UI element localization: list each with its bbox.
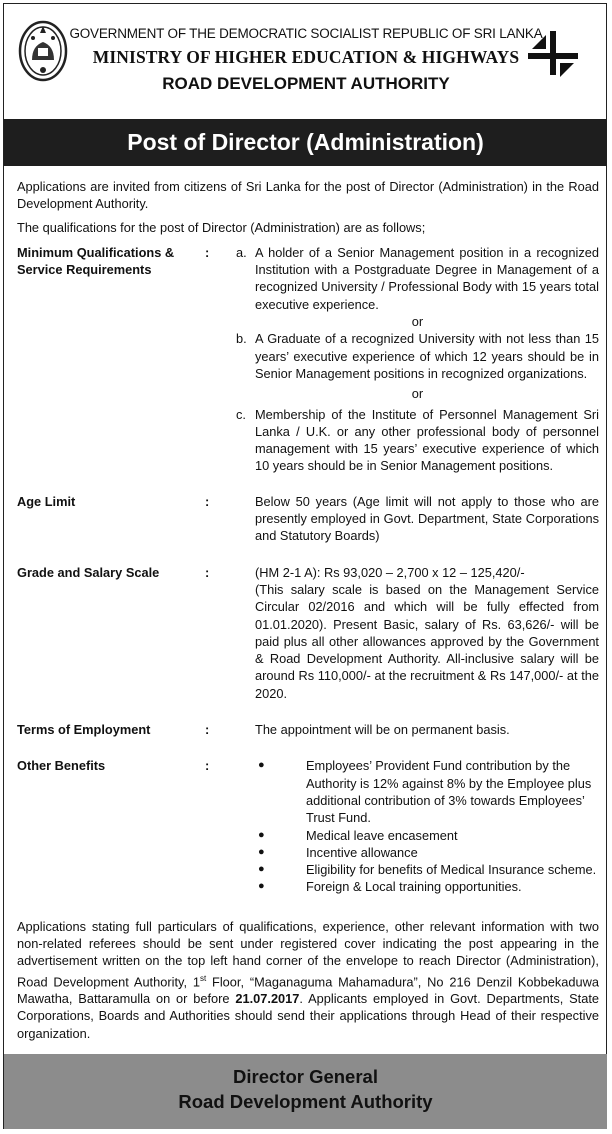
qualifications-label-line2: Service Requirements: [17, 262, 152, 278]
list-item: [236, 330, 599, 382]
or-separator: or: [411, 386, 424, 402]
bullet-icon: ●: [258, 863, 265, 876]
terms-section: [17, 721, 599, 738]
authority-line: ROAD DEVELOPMENT AUTHORITY: [162, 74, 450, 93]
intro-paragraph: Applications are invited from citizens of Sri Lanka for the post of Director (Administration) in the Road Development Authority.: [17, 179, 599, 212]
item-marker: a.: [236, 244, 247, 260]
list-item: [236, 406, 599, 475]
closing-date: 21.07.2017: [235, 991, 300, 1007]
government-line: GOVERNMENT OF THE DEMOCRATIC SOCIALIST REPUBLIC OF SRI LANKA: [69, 26, 543, 41]
age-limit-text: Below 50 years (Age limit will not apply to those who are presently employed in Govt. Department, State Corporations and Statutory Boards): [255, 493, 599, 544]
bullet-icon: ●: [258, 880, 265, 893]
list-item: [236, 757, 599, 826]
benefit-text: Employees’ Provident Fund contribution by the Authority is 12% against 8% by the Employee plus additional contribution of 3% towards Employees’ Trust Fund.: [306, 758, 592, 826]
list-item: [236, 861, 599, 878]
rda-logo-icon: [528, 28, 578, 78]
item-marker: c.: [236, 406, 246, 422]
signatory-organization: Road Development Authority: [178, 1091, 433, 1112]
colon: :: [205, 758, 210, 774]
list-item: [236, 844, 599, 861]
closing-text: Applications stating full particulars of qualifications, experience, other relevant information with two non-related referees should be sent under registered cover indicating the post appearing in the advertisement written on the top left hand corner of the envelope to reach Director (Administration), Road Development Authority, 1: [17, 918, 599, 989]
or-separator: or: [411, 314, 424, 330]
list-item: [236, 827, 599, 844]
qualifications-intro: The qualifications for the post of Director (Administration) are as follows;: [17, 219, 426, 235]
colon: :: [205, 493, 210, 509]
salary-section: [17, 564, 599, 702]
ministry-line: MINISTRY OF HIGHER EDUCATION & HIGHWAYS: [92, 47, 520, 67]
colon: :: [205, 564, 210, 580]
benefits-label: Other Benefits: [17, 758, 106, 774]
header: [0, 0, 604, 118]
bullet-icon: ●: [258, 828, 265, 841]
list-item: [236, 878, 599, 895]
page-title: Post of Director (Administration): [4, 119, 607, 166]
item-text: A Graduate of a recognized University with not less than 15 years’ executive experience of which 12 years should be in Senior Management positions in recognized organizations.: [255, 331, 599, 381]
benefit-text: Medical leave encasement: [306, 827, 458, 843]
closing-superscript: st: [199, 973, 207, 983]
salary-details-text: (This salary scale is based on the Management Service Circular 02/2016 and which will be fully effected from 01.01.2020). Present Basic, salary of Rs. 63,626/- will be paid plus all other allowances approved by the Government & Road Development Authority. All-inclusive salary will be around Rs 110,000/- at the recruitment & Rs 147,000/- at the 2020.: [255, 581, 599, 701]
signatory-title: Director General: [233, 1066, 378, 1087]
qualifications-label: [17, 244, 192, 279]
salary-label: Grade and Salary Scale: [17, 564, 160, 580]
salary-scale-text: (HM 2-1 A): Rs 93,020 – 2,700 x 12 – 125,420/-: [255, 564, 525, 580]
closing-paragraph: [17, 918, 599, 1042]
colon: :: [205, 244, 210, 260]
bullet-icon: ●: [258, 845, 265, 858]
bullet-icon: ●: [258, 759, 265, 772]
closing-text: Floor, “Maganaguma Mahamadura”, No 216 Denzil Kobbekaduwa Mawatha, Battaramulla on or before: [17, 973, 599, 1007]
advertisement-body: [17, 178, 599, 1055]
terms-label: Terms of Employment: [17, 722, 151, 738]
item-text: A holder of a Senior Management position in a recognized Institution with a Postgraduate Degree in Management of a recognized University / Professional Body with 15 years total executive experience.: [255, 244, 599, 312]
item-text: Membership of the Institute of Personnel Management Sri Lanka / U.K. or any other professional body of personnel management with 15 years’ executive experience of which 10 years should be in Senior Management positions.: [255, 406, 599, 474]
benefit-text: Incentive allowance: [306, 844, 418, 860]
closing-text: . Applicants employed in Govt. Departments, State Corporations, Boards and Authorities should send their applications through Head of their respective organization.: [17, 991, 599, 1041]
age-limit-label: Age Limit: [17, 493, 76, 509]
item-marker: b.: [236, 331, 247, 347]
age-limit-section: [17, 493, 599, 545]
qualifications-section: [17, 244, 599, 475]
qualifications-label-line1: Minimum Qualifications &: [17, 244, 175, 260]
footer: [4, 1054, 607, 1129]
benefit-text: Eligibility for benefits of Medical Insurance scheme.: [306, 862, 597, 878]
colon: :: [205, 722, 210, 738]
list-item: [236, 244, 599, 313]
benefits-section: [17, 757, 599, 895]
terms-text: The appointment will be on permanent basis.: [255, 722, 510, 738]
benefit-text: Foreign & Local training opportunities.: [306, 879, 522, 895]
